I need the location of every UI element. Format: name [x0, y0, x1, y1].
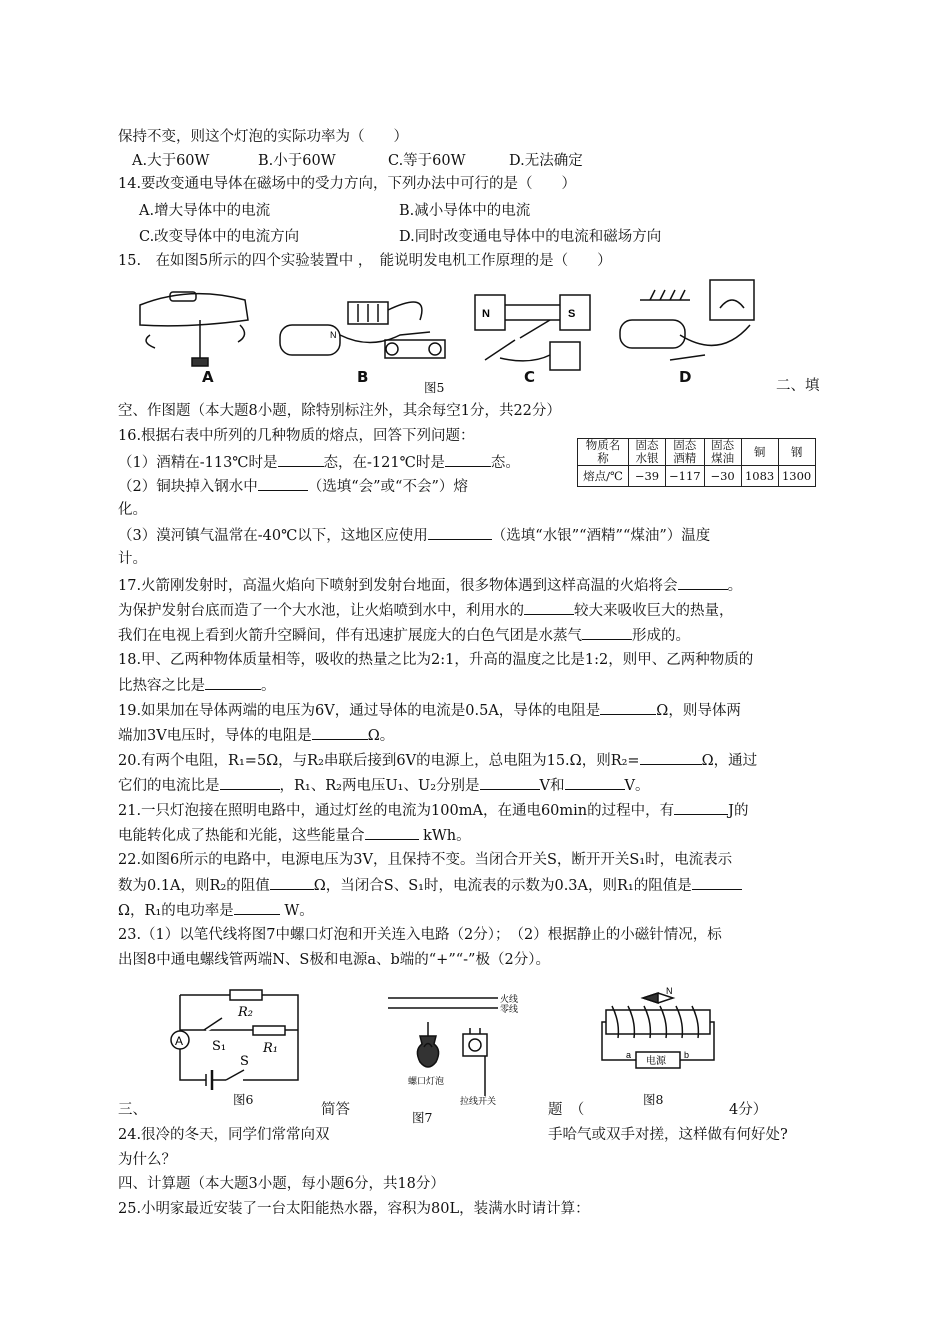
q17-line1: 17.火箭刚发射时，高温火焰向下喷射到发射台地面，很多物体遇到这样高温的火焰将会 。 [118, 575, 742, 596]
fig5-label-d: D [679, 368, 692, 386]
fig5-magnet-s-c: S [568, 308, 576, 320]
q22-line3: Ω，R₁的电功率是 W。 [118, 900, 314, 921]
fig6-s-label: S [240, 1054, 249, 1069]
fig7-neutral-wire-label: 零线 [500, 1004, 519, 1014]
q14-option-c: C.改变导体中的电流方向 [139, 229, 300, 245]
figure-8-solenoid [598, 988, 718, 1078]
q21-line1: 21.一只灯泡接在照明电路中，通过灯丝的电流为100mA，在通电60min的过程中，有 J的 [118, 800, 748, 821]
table-header-row [578, 439, 816, 466]
melting-point-table [577, 438, 816, 487]
q19-line2: 端加3V电压时，导体的电阻是 Ω。 [118, 725, 394, 746]
table-row-label: 熔点/℃ [578, 466, 629, 487]
q16-stem: 16.根据右表中所列的几种物质的熔点，回答下列问题： [118, 428, 475, 444]
table-row [578, 466, 816, 487]
table-header-cell: 钢 [778, 439, 815, 466]
fig6-caption: 图6 [233, 1092, 254, 1107]
q25-stem: 25.小明家最近安装了一台太阳能热水器，容积为80L，装满水时请计算： [118, 1201, 590, 1217]
q22-line2: 数为0.1A，则R₂的阻值 Ω，当闭合S、S₁时，电流表的示数为0.3A，则R₁的阻值是 [118, 875, 742, 896]
q13-option-b: B.小于60W [258, 153, 336, 169]
fig5-label-b: B [357, 368, 369, 386]
fig6-r2-label: R₂ [238, 1005, 253, 1020]
q20-line1: 20.有两个电阻，R₁=5Ω，与R₂串联后接到6V的电源上，总电阻为15.Ω，则R₂= Ω，通过 [118, 750, 757, 771]
q22-line1: 22.如图6所示的电路中，电源电压为3V，且保持不变。当闭合开关S，断开开关S₁时，电流表示 [118, 852, 733, 868]
q23-line2: 出图8中通电螺线管两端N、S极和电源a、b端的“+”“-”极（2分）。 [118, 952, 550, 968]
q24-line1-part1: 24.很冷的冬天，同学们常常向双 [118, 1127, 330, 1143]
fig5-magnet-n-c: N [482, 308, 490, 320]
q16-part3: （3）漠河镇气温常在-40℃以下，这地区应使用 （选填“水银”“酒精”“煤油”）温度 [118, 525, 710, 546]
q17-line3: 我们在电视上看到火箭升空瞬间，伴有迅速扩展庞大的白色气团是水蒸气 形成的。 [118, 625, 690, 646]
q24-line2: 为什么？ [118, 1152, 176, 1168]
section-3-title-part2: 简答 [321, 1102, 350, 1118]
q13-stem: 保持不变，则这个灯泡的实际功率为（ ） [118, 129, 408, 145]
section-3-title-part3: 题 （ [548, 1102, 585, 1118]
fig5-caption: 图5 [424, 380, 445, 395]
q16-part3-end: 计。 [118, 551, 147, 567]
q16-part2-end: 化。 [118, 502, 147, 518]
fig8-north-label: N [666, 986, 673, 996]
fig5-label-a: A [202, 368, 214, 386]
section-4-title: 四、计算题（本大题3小题，每小题6分，共18分） [118, 1176, 445, 1192]
q13-option-c: C.等于60W [388, 153, 466, 169]
fig6-r1-label: R₁ [263, 1041, 278, 1056]
figure-5-drawing [130, 280, 830, 390]
fig8-power-source-label: 电源 [646, 1056, 666, 1067]
q13-option-a: A.大于60W [132, 153, 210, 169]
fig8-terminal-a: a [626, 1050, 632, 1060]
table-cell: −117 [666, 466, 705, 487]
q14-option-d: D.同时改变通电导体中的电流和磁场方向 [399, 229, 662, 245]
section-2-title-part1: 二、填 [776, 378, 820, 394]
q23-line1: 23.（1）以笔代线将图7中螺口灯泡和开关连入电路（2分）； （2）根据静止的小磁针情况，标 [118, 927, 722, 943]
table-cell: −39 [629, 466, 666, 487]
fig7-bulb-label: 螺口灯泡 [408, 1076, 445, 1086]
fig7-caption: 图7 [412, 1110, 433, 1125]
figure-7-wiring [388, 992, 538, 1106]
table-cell: 1300 [778, 466, 815, 487]
q14-option-b: B.减小导体中的电流 [399, 203, 531, 219]
fig8-caption: 图8 [643, 1092, 664, 1107]
fig5-magnet-n-b: N [330, 330, 337, 340]
q19-line1: 19.如果加在导体两端的电压为6V，通过导体的电流是0.5A，导体的电阻是 Ω，则导体两 [118, 700, 741, 721]
section-3-title-part4: 4分） [729, 1102, 768, 1118]
fig7-live-wire-label: 火线 [500, 994, 519, 1004]
table-cell: 1083 [741, 466, 778, 487]
q17-line2: 为保护发射台底而造了一个大水池，让火焰喷到水中，利用水的 较大来吸收巨大的热量， [118, 600, 734, 621]
q18-line2: 比热容之比是 。 [118, 675, 276, 696]
table-header-cell: 固态酒精 [666, 439, 705, 466]
q16-part1: （1）酒精在-113℃时是 态，在-121℃时是 态。 [118, 452, 520, 473]
table-header-cell: 物质名称 [578, 439, 629, 466]
fig6-ammeter-label: A [175, 1034, 184, 1048]
q14-option-a: A.增大导体中的电流 [139, 203, 271, 219]
q16-part2: （2）铜块掉入钢水中 （选填“会”或“不会”）熔 [118, 476, 468, 497]
q18-line1: 18.甲、乙两种物体质量相等，吸收的热量之比为2:1，升高的温度之比是1:2，则甲、乙两种物质的 [118, 652, 754, 668]
q20-line2: 它们的电流比是 ，R₁、R₂两电压U₁、U₂分别是 V和 V。 [118, 775, 650, 796]
fig8-terminal-b: b [684, 1050, 690, 1060]
q14-stem: 14.要改变通电导体在磁场中的受力方向，下列办法中可行的是（ ） [118, 176, 577, 192]
figure-6-circuit [168, 990, 318, 1090]
table-header-cell: 铜 [741, 439, 778, 466]
fig7-switch-label: 拉线开关 [460, 1096, 497, 1106]
table-header-cell: 固态水银 [629, 439, 666, 466]
fig6-s1-label: S₁ [212, 1039, 227, 1054]
table-header-cell: 固态煤油 [704, 439, 741, 466]
section-3-title-part1: 三、 [118, 1102, 147, 1118]
table-cell: −30 [704, 466, 741, 487]
q24-line1-part2: 手哈气或双手对搓，这样做有何好处? [548, 1127, 788, 1143]
q13-option-d: D.无法确定 [509, 153, 583, 169]
fig5-label-c: C [524, 368, 536, 386]
section-2-title-part2: 空、作图题（本大题8小题，除特别标注外，其余每空1分，共22分） [118, 403, 561, 419]
q15-stem: 15. 在如图5所示的四个实验装置中 ， 能说明发电机工作原理的是（ ） [118, 253, 612, 269]
q21-line2: 电能转化成了热能和光能，这些能量合 kWh。 [118, 825, 471, 846]
